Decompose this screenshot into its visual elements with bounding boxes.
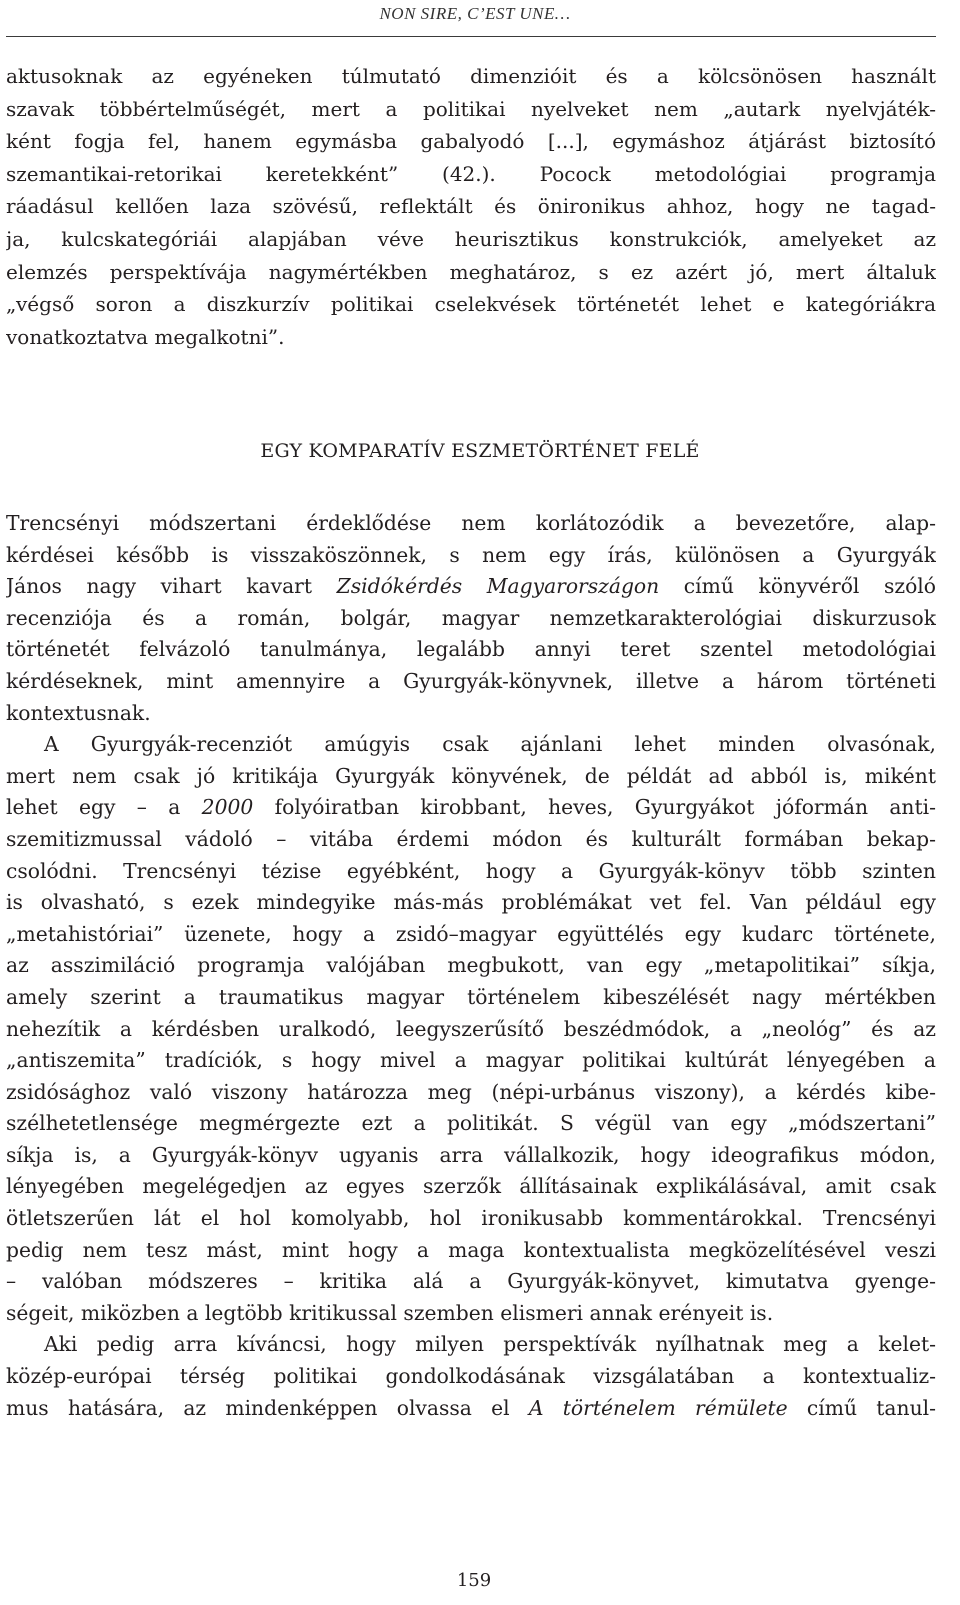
page-number: 159	[456, 1570, 492, 1591]
text-line	[6, 571, 936, 603]
text-line	[6, 1393, 936, 1425]
text-line: recenziója és a román, bolgár, magyar nemzetkarakterológiai diskurzusok	[6, 605, 936, 630]
text-line: mert nem csak jó kritikája Gyurgyák könyvének, de példát ad abból is, miként	[6, 763, 936, 788]
text-line: A Gyurgyák-recenziót amúgyis csak ajánlani lehet minden olvasónak,	[44, 732, 936, 757]
text-line: „antiszemita” tradíciók, s hogy mivel a magyar politikai kultúrát lényegében a	[6, 1048, 936, 1073]
text-line	[6, 792, 936, 824]
text-line: kontextusnak.	[6, 700, 151, 725]
text-line: szemitizmussal vádoló – vitába érdemi módon és kulturált formában bekap-	[6, 826, 936, 851]
header-rule	[6, 36, 936, 37]
text-run: folyóiratban kirobbant, heves, Gyurgyákot jóformán anti-	[253, 795, 936, 820]
text-line: nehezítik a kérdésben uralkodó, leegyszerűsítő beszédmódok, a „neológ” és az	[6, 1016, 936, 1041]
text-line: szemantikai-retorikai keretekként” (42.). Pocock metodológiai programja	[6, 161, 936, 186]
text-line: ja, kulcskategóriái alapjában véve heurisztikus konstrukciók, amelyeket az	[6, 226, 936, 251]
text-line: ötletszerűen lát el hol komolyabb, hol ironikusabb kommentárokkal. Trencsényi	[6, 1206, 936, 1231]
italic-title: 2000	[201, 795, 254, 820]
text-line: „végső soron a diszkurzív politikai cselekvések történetét lehet e kategóriákra	[6, 292, 936, 317]
text-line: csolódni. Trencsényi tézise egyébként, hogy a Gyurgyák-könyv több szinten	[6, 858, 936, 883]
text-run: mus hatására, az mindenképpen olvassa el	[6, 1395, 529, 1420]
text-line: elemzés perspektívája nagymértékben meghatároz, s ez azért jó, mert általuk	[6, 259, 936, 284]
section-body	[6, 508, 936, 1424]
text-run: lehet egy – a	[6, 795, 202, 820]
text-line: „metahistóriai” üzenete, hogy a zsidó–magyar együttélés egy kudarc története,	[6, 921, 936, 946]
text-line: szélhetetlensége megmérgezte ezt a politikát. S végül van egy „módszertani”	[6, 1111, 936, 1136]
text-line: kérdései később is visszaköszönnek, s nem egy írás, különösen a Gyurgyák	[6, 542, 936, 567]
text-line: közép-európai térség politikai gondolkodásának vizsgálatában a kontextualiz-	[6, 1364, 936, 1389]
text-run: című tanul-	[787, 1395, 936, 1420]
italic-title: Zsidókérdés Magyarországon	[336, 574, 660, 599]
text-run: című könyvéről szóló	[659, 574, 936, 599]
italic-title: A történelem rémülete	[528, 1395, 788, 1420]
text-line: zsidósághoz való viszony határozza meg (népi-urbánus viszony), a kérdés kibe-	[6, 1079, 936, 1104]
text-line: ségeit, miközben a legtöbb kritikussal szemben elismeri annak erényeit is.	[6, 1300, 774, 1325]
text-line: síkja is, a Gyurgyák-könyv ugyanis arra vállalkozik, hogy ideografikus módon,	[6, 1142, 936, 1167]
text-line: Aki pedig arra kíváncsi, hogy milyen perspektívák nyílhatnak meg a kelet-	[44, 1332, 936, 1357]
text-line: ráadásul kellően laza szövésű, reflektált és önironikus ahhoz, hogy ne tagad-	[6, 194, 936, 219]
opening-paragraph	[6, 60, 936, 353]
text-line: vonatkoztatva megalkotni”.	[6, 324, 285, 349]
text-line: aktusoknak az egyéneken túlmutató dimenzióit és a kölcsönösen használt	[6, 64, 936, 88]
text-line: is olvasható, s ezek mindegyike más-más problémákat vet fel. Van például egy	[6, 890, 936, 915]
text-run: János nagy vihart kavart	[6, 574, 337, 599]
text-line: lényegében megelégedjen az egyes szerzők állításainak explikálásával, amit csak	[6, 1174, 936, 1199]
section-title: EGY KOMPARATÍV ESZMETÖRTÉNET FELÉ	[260, 440, 700, 462]
text-line: kérdéseknek, mint amennyire a Gyurgyák-könyvnek, illetve a három történeti	[6, 668, 936, 693]
text-line: – valóban módszeres – kritika alá a Gyurgyák-könyvet, kimutatva gyenge-	[6, 1269, 936, 1294]
text-line: ként fogja fel, hanem egymásba gabalyodó [...], egymáshoz átjárást biztosító	[6, 129, 936, 154]
running-head: NON SIRE, C’EST UNE…	[379, 4, 571, 23]
text-line: az asszimiláció programja valójában megbukott, van egy „metapolitikai” síkja,	[6, 953, 936, 978]
text-line: amely szerint a traumatikus magyar történelem kibeszélését nagy mértékben	[6, 984, 936, 1009]
text-line: Trencsényi módszertani érdeklődése nem korlátozódik a bevezetőre, alap-	[6, 511, 936, 535]
text-line: szavak többértelműségét, mert a politikai nyelveket nem „autark nyelvjáték-	[6, 96, 936, 121]
text-line: pedig nem tesz mást, mint hogy a maga kontextualista megközelítésével veszi	[6, 1237, 936, 1262]
text-line: történetét felvázoló tanulmánya, legalább annyi teret szentel metodológiai	[6, 637, 936, 662]
